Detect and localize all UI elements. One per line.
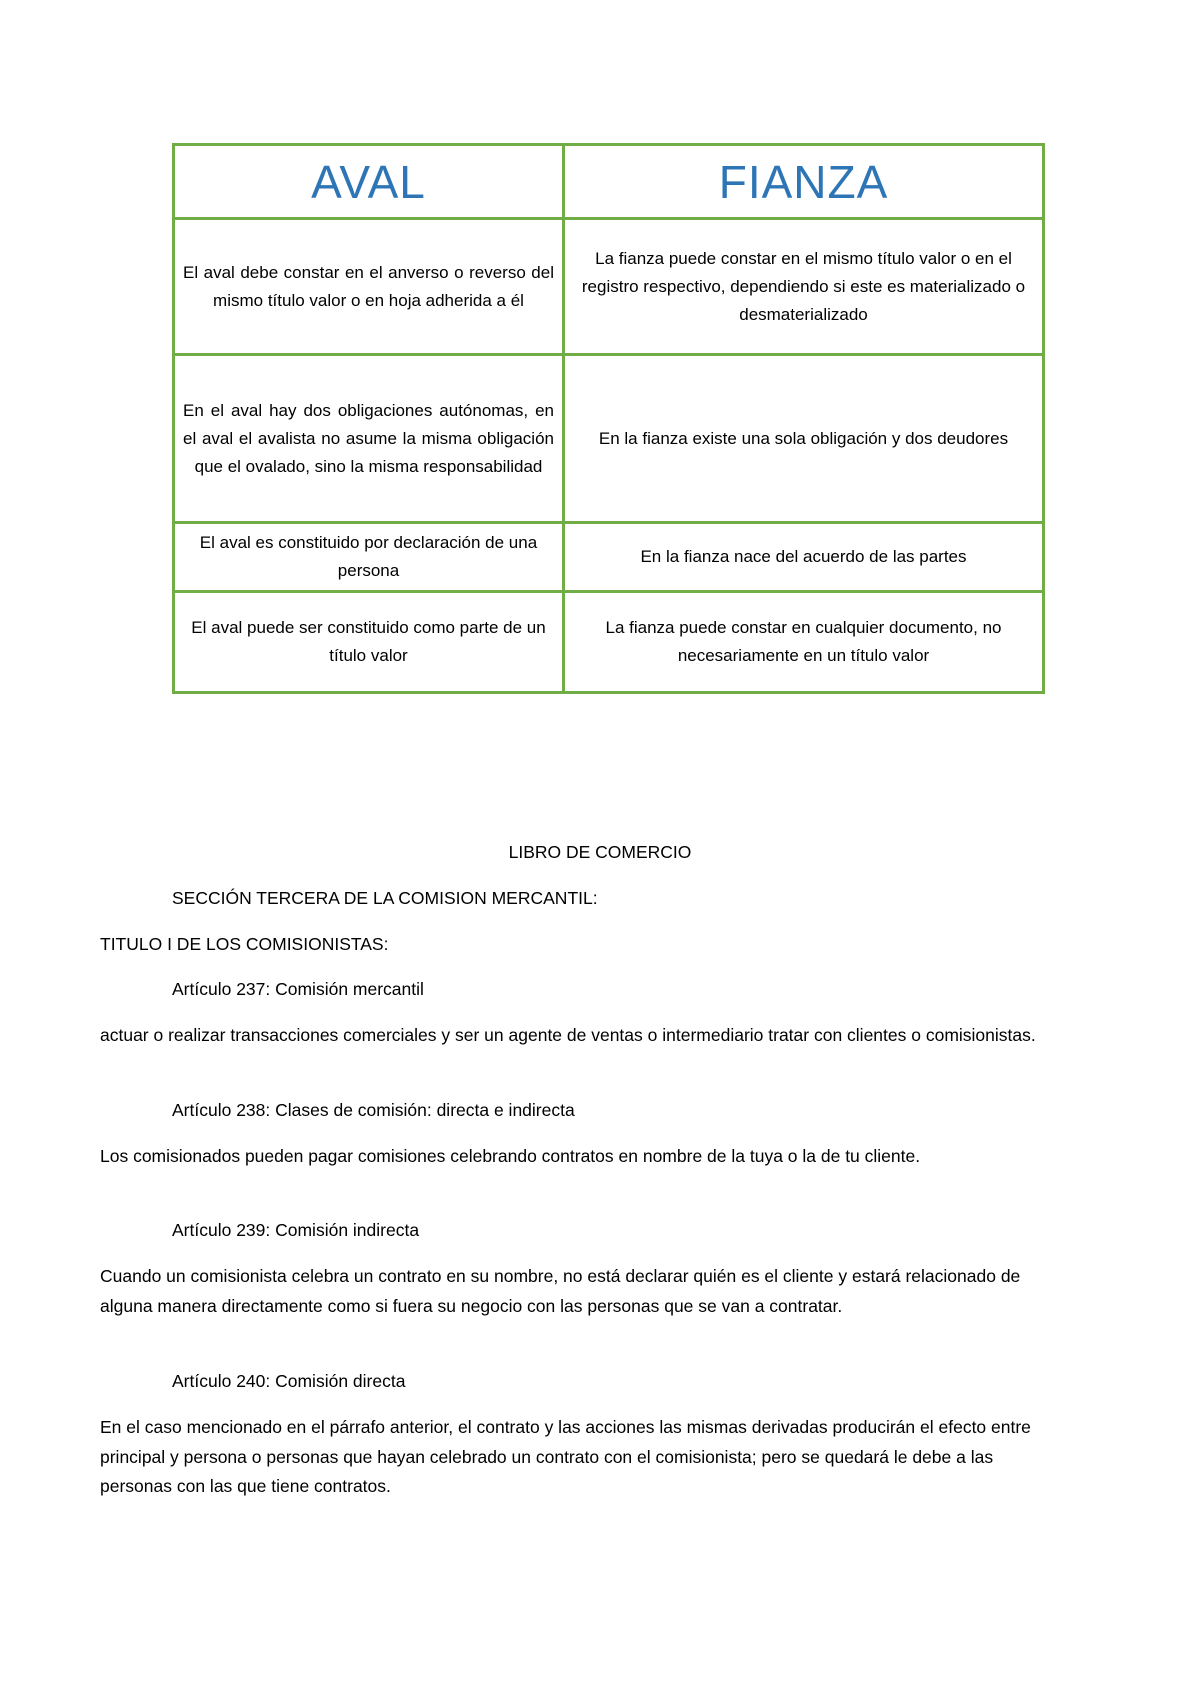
book-title: LIBRO DE COMERCIO <box>508 842 692 862</box>
fianza-cell: En la fianza nace del acuerdo de las partes <box>564 523 1044 592</box>
fianza-cell: En la fianza existe una sola obligación y dos deudores <box>564 355 1044 523</box>
article-heading: Artículo 240: Comisión directa <box>172 1371 406 1391</box>
article-heading: Artículo 238: Clases de comisión: directa e indirecta <box>172 1100 575 1120</box>
article-body: Cuando un comisionista celebra un contrato en su nombre, no está declarar quién es el cliente y estará relacionado de alguna manera directamente como si fuera su negocio con las personas que se van a contratar. <box>100 1266 1021 1316</box>
header-aval: AVAL <box>174 145 564 219</box>
fianza-cell: La fianza puede constar en el mismo título valor o en el registro respectivo, dependiendo si este es materializado o desmaterializado <box>564 219 1044 355</box>
table-row <box>174 523 1044 592</box>
table-header-row <box>174 145 1044 219</box>
aval-cell: En el aval hay dos obligaciones autónomas, en el aval el avalista no asume la misma obligación que el ovalado, sino la misma responsabilidad <box>174 355 564 523</box>
fianza-cell: La fianza puede constar en cualquier documento, no necesariamente en un título valor <box>564 592 1044 693</box>
article-body: Los comisionados pueden pagar comisiones celebrando contratos en nombre de la tuya o la de tu cliente. <box>100 1146 921 1166</box>
section-title: SECCIÓN TERCERA DE LA COMISION MERCANTIL: <box>172 888 598 908</box>
article-heading: Artículo 237: Comisión mercantil <box>172 979 424 999</box>
article-heading: Artículo 239: Comisión indirecta <box>172 1220 420 1240</box>
aval-fianza-comparison-table <box>172 143 1045 694</box>
table-row <box>174 355 1044 523</box>
title-heading: TITULO I DE LOS COMISIONISTAS: <box>100 934 389 954</box>
table-row <box>174 592 1044 693</box>
article-body: En el caso mencionado en el párrafo anterior, el contrato y las acciones las mismas derivadas producirán el efecto entre principal y persona o personas que hayan celebrado un contrato con el comisionista; pero se quedará le debe a las personas con las que tiene contratos. <box>100 1417 1031 1496</box>
header-fianza: FIANZA <box>564 145 1044 219</box>
aval-cell: El aval es constituido por declaración de una persona <box>174 523 564 592</box>
aval-cell: El aval puede ser constituido como parte de un título valor <box>174 592 564 693</box>
aval-cell: El aval debe constar en el anverso o reverso del mismo título valor o en hoja adherida a él <box>174 219 564 355</box>
table-row <box>174 219 1044 355</box>
article-body: actuar o realizar transacciones comerciales y ser un agente de ventas o intermediario tratar con clientes o comisionistas. <box>100 1025 1036 1045</box>
